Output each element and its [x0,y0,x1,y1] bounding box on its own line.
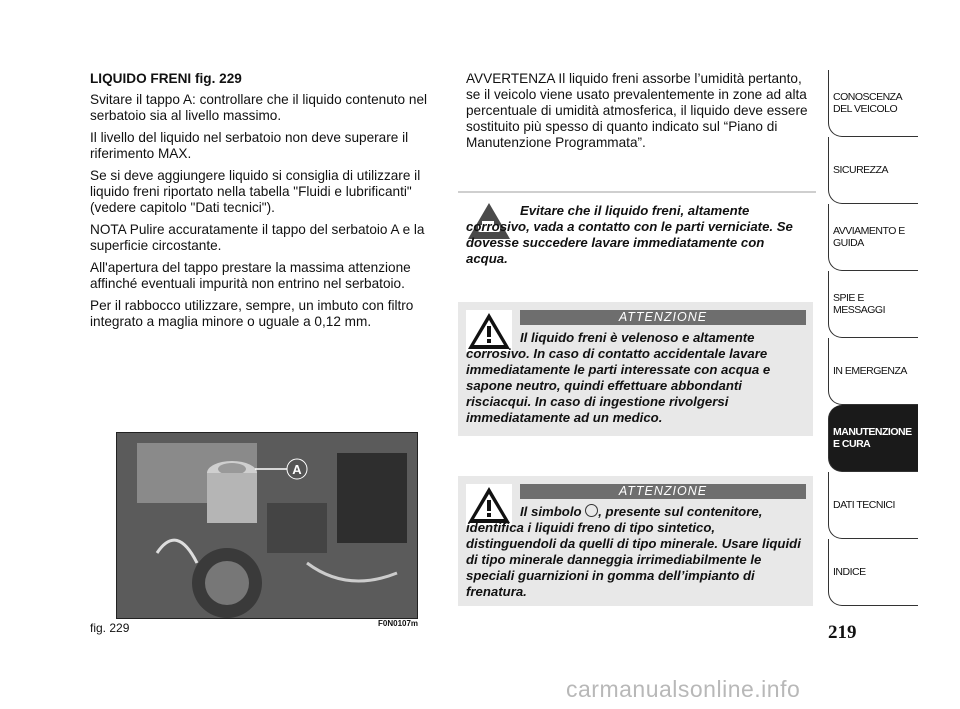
watermark: carmanualsonline.info [566,676,801,702]
attention-text-2 [466,504,806,600]
tab-sicurezza[interactable]: SICUREZZA [828,137,918,204]
figure-code: F0N0107m [378,619,419,628]
tab-indice[interactable]: INDICE [828,539,918,606]
paragraph: Svitare il tappo A: controllare che il liquido contenuto nel serbatoio sia al livello massimo. [90,92,428,123]
tab-manutenzione[interactable]: MANUTENZIONE E CURA [828,405,918,472]
warn2-post: , presente sul contenitore, identifica i liquidi freno di tipo sintetico, distinguendoli da quelli di tipo minerale. Usare liquidi di tipo minerale danneggia irrimediabilmente le speciali guarnizioni in gomma dell’impianto di frenatura. [466,504,801,599]
paint-warning-box [458,193,813,273]
attention-label: ATTENZIONE [520,484,806,499]
attention-box-2 [458,476,813,606]
tab-spie[interactable]: SPIE E MESSAGGI [828,271,918,338]
attention-box-1 [458,302,813,436]
tab-emergenza[interactable]: IN EMERGENZA [828,338,918,405]
tab-avviamento[interactable]: AVVIAMENTO E GUIDA [828,204,918,271]
brake-symbol-icon [585,504,598,517]
engine-bay-figure [116,432,418,619]
chapter-tabs [828,70,918,606]
warn2-pre: Il simbolo [520,504,582,519]
paragraph: Se si deve aggiungere liquido si consiglia di utilizzare il liquido freni riportato nella tabella "Fluidi e lubrificanti" (vedere capitolo "Dati tecnici"). [90,168,421,215]
engine-photo [117,433,417,618]
tab-dati-tecnici[interactable]: DATI TECNICI [828,472,918,539]
paragraph: Il livello del liquido nel serbatoio non deve superare il riferimento MAX. [90,130,409,161]
paragraph: Per il rabbocco utilizzare, sempre, un imbuto con filtro integrato a maglia minore o uguale a 0,12 mm. [90,298,414,329]
tab-conoscenza[interactable]: CONOSCENZA DEL VEICOLO [828,70,918,137]
main-text-column [90,71,442,336]
paragraph: NOTA Pulire accuratamente il tappo del serbatoio A e la superficie circostante. [90,222,425,253]
section-heading: LIQUIDO FRENI fig. 229 [90,71,242,86]
paint-warning-text: Evitare che il liquido freni, altamente corrosivo, vada a contatto con le parti verniciate. Se dovesse succedere lavare immediatamente con acqua. [466,203,793,266]
attention-label: ATTENZIONE [520,310,806,325]
page-number: 219 [828,622,857,643]
callout-a: A [292,462,302,477]
paragraph: All'apertura del tappo prestare la massima attenzione affinché eventuali impurità non entrino nel serbatoio. [90,260,411,291]
avvertenza-text: AVVERTENZA Il liquido freni assorbe l’umidità pertanto, se il veicolo viene usato prevalentemente in zone ad alta percentuale di umidità atmosferica, il liquido deve essere sostituito più spesso di quanto indicato sul “Piano di Manutenzione Programmata”. [466,71,808,150]
attention-text-1: Il liquido freni è velenoso e altamente corrosivo. In caso di contatto accidentale lavare immediatamente le parti interessate con acqua e sapone neutro, quindi effettuare abbondanti risciacqui. In caso di ingestione rivolgersi immediatamente ad un medico. [466,330,771,425]
figure-caption: fig. 229 [90,621,130,635]
